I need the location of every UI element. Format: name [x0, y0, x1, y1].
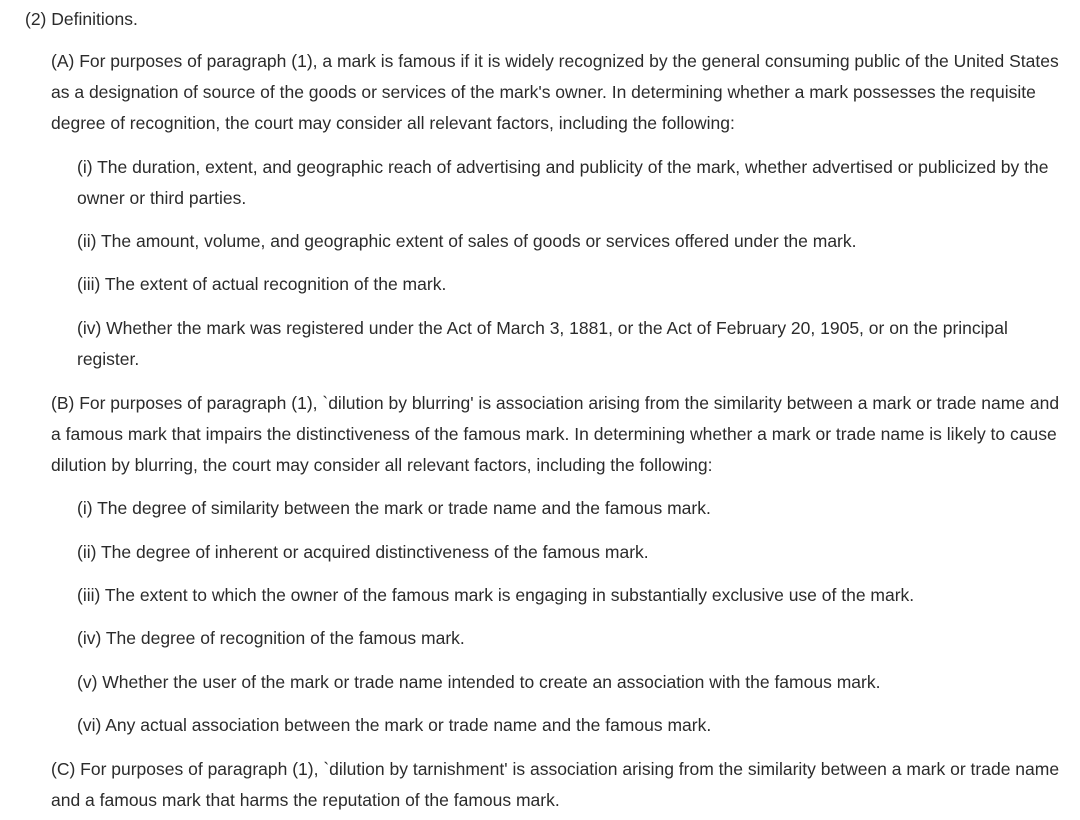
paragraph-b: (B) For purposes of paragraph (1), `dilution by blurring' is association arising from the similarity between a mark or trade name and a famous mark that impairs the distinctiveness of the famous mark. In determining whether a mark or trade name is likely to cause dilution by blurring, the court may consider all relevant factors, including the following:: [51, 393, 1060, 475]
paragraph-b-item-v: (v) Whether the user of the mark or trade name intended to create an association with the famous mark.: [77, 672, 881, 692]
paragraph-a: (A) For purposes of paragraph (1), a mark is famous if it is widely recognized by the general consuming public of the United States as a designation of source of the goods or services of the mark's owner. In determining whether a mark possesses the requisite degree of recognition, the court may consider all relevant factors, including the following:: [51, 51, 1059, 133]
paragraph-a-item-iv: (iv) Whether the mark was registered under the Act of March 3, 1881, or the Act of February 20, 1905, or on the principal register.: [77, 318, 1008, 369]
paragraph-b-item-iii: (iii) The extent to which the owner of the famous mark is engaging in substantially exclusive use of the mark.: [77, 585, 915, 605]
paragraph-b-item-i: (i) The degree of similarity between the mark or trade name and the famous mark.: [77, 498, 711, 518]
paragraph-a-item-ii: (ii) The amount, volume, and geographic extent of sales of goods or services offered under the mark.: [77, 231, 857, 251]
paragraph-a-item-iii: (iii) The extent of actual recognition of the mark.: [77, 274, 447, 294]
paragraph-c: (C) For purposes of paragraph (1), `dilution by tarnishment' is association arising from the similarity between a mark or trade name and a famous mark that harms the reputation of the famous mark.: [51, 759, 1060, 810]
paragraph-a-item-i: (i) The duration, extent, and geographic reach of advertising and publicity of the mark, whether advertised or publicized by the owner or third parties.: [77, 157, 1049, 208]
paragraph-b-item-iv: (iv) The degree of recognition of the famous mark.: [77, 628, 465, 648]
paragraph-b-item-vi: (vi) Any actual association between the mark or trade name and the famous mark.: [77, 715, 712, 735]
section-heading: (2) Definitions.: [25, 9, 138, 29]
paragraph-b-item-ii: (ii) The degree of inherent or acquired distinctiveness of the famous mark.: [77, 542, 649, 562]
